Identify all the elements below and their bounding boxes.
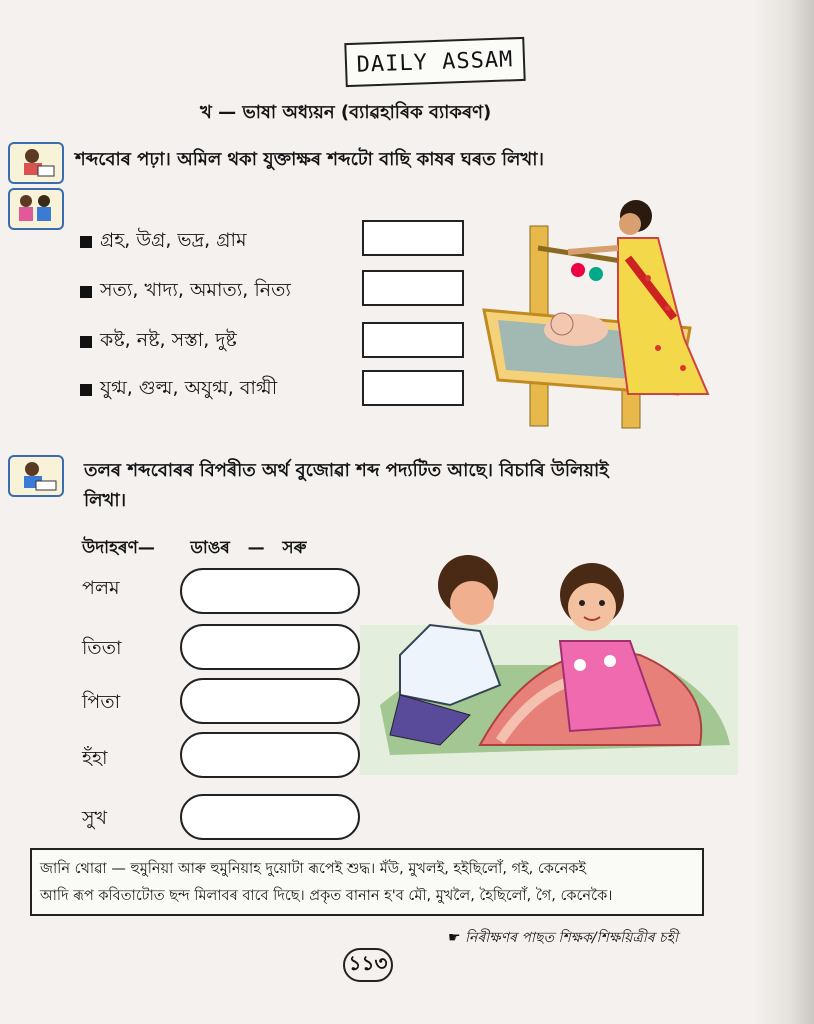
answer-pill-1[interactable] (180, 568, 360, 614)
answer-pill-2[interactable] (180, 624, 360, 670)
word-row-3 (80, 326, 237, 358)
answer-pill-4[interactable] (180, 732, 360, 778)
know-this-note (30, 848, 704, 916)
students-discussing-icon (8, 188, 64, 230)
answer-box-4[interactable] (362, 370, 464, 406)
student-writing-icon (8, 455, 64, 497)
answer-box-1[interactable] (362, 220, 464, 256)
bullet-square (80, 336, 92, 348)
word-row-1 (80, 226, 247, 258)
answer-pill-3[interactable] (180, 678, 360, 724)
children-playing-illustration (360, 545, 738, 785)
word-row-text: সত্য, খাদ্য, অমাত্য, নিত্য (100, 279, 291, 301)
word-label-1: পলম (82, 577, 120, 599)
note-line-1: জানি থোৱা — হুমুনিয়া আৰু হুমুনিয়াহ দুয়োটা ৰূপেই শুদ্ধ। মঁউ, মুখলই, হইছিলোঁ, গই, কেনেকই (40, 861, 587, 877)
note-line-2: আদি ৰূপ কবিতাটোত ছন্দ মিলাবৰ বাবে দিছে। প্ৰকৃত বানান হ'ব মৌ, মুখলৈ, হৈছিলোঁ, গৈ, কেনেকৈ। (40, 888, 613, 904)
word-label-5: সুখ (82, 807, 108, 829)
section1-instruction: শব্দবোৰ পঢ়া। অমিল থকা যুক্তাক্ষৰ শব্দটো বাছি কাষৰ ঘৰত লিখা। (75, 149, 544, 170)
word-row-text: কষ্ট, নষ্ট, সস্তা, দুষ্ট (100, 329, 237, 351)
bullet-square (80, 384, 92, 396)
answer-box-3[interactable] (362, 322, 464, 358)
mother-cradle-illustration (478, 198, 718, 434)
teacher-signature-note: ☛ নিৰীক্ষণৰ পাছত শিক্ষক/শিক্ষয়িত্ৰীৰ চহী (448, 930, 678, 946)
section2-instruction-line1: তলৰ শব্দবোৰৰ বিপৰীত অৰ্থ বুজোৱা শব্দ পদ্যটিত আছে। বিচাৰি উলিয়াই (84, 460, 609, 481)
word-row-text: যুগ্ম, গুল্ম, অযুগ্ম, বাগ্মী (100, 377, 278, 399)
word-row-4 (80, 374, 277, 406)
bullet-square (80, 236, 92, 248)
example-pair: উদাহৰণ— ডাঙৰ — সৰু (82, 538, 307, 558)
page-edge-shadow (754, 0, 814, 1024)
word-row-2 (80, 276, 291, 308)
answer-pill-5[interactable] (180, 794, 360, 840)
answer-box-2[interactable] (362, 270, 464, 306)
word-label-2: তিতা (82, 637, 122, 659)
section2-instruction-line2: লিখা। (84, 490, 127, 511)
word-row-text: গ্ৰহ, উগ্ৰ, ভদ্ৰ, গ্ৰাম (100, 229, 247, 251)
daily-assam-stamp: DAILY ASSAM (344, 37, 525, 87)
student-reading-icon (8, 142, 64, 184)
section-heading: খ — ভাষা অধ্যয়ন (ব্যাৱহাৰিক ব্যাকৰণ) (200, 102, 492, 123)
word-label-3: পিতা (82, 691, 121, 713)
page-number: ১১৩ (343, 948, 393, 982)
word-label-4: হঁহা (82, 747, 108, 769)
bullet-square (80, 286, 92, 298)
